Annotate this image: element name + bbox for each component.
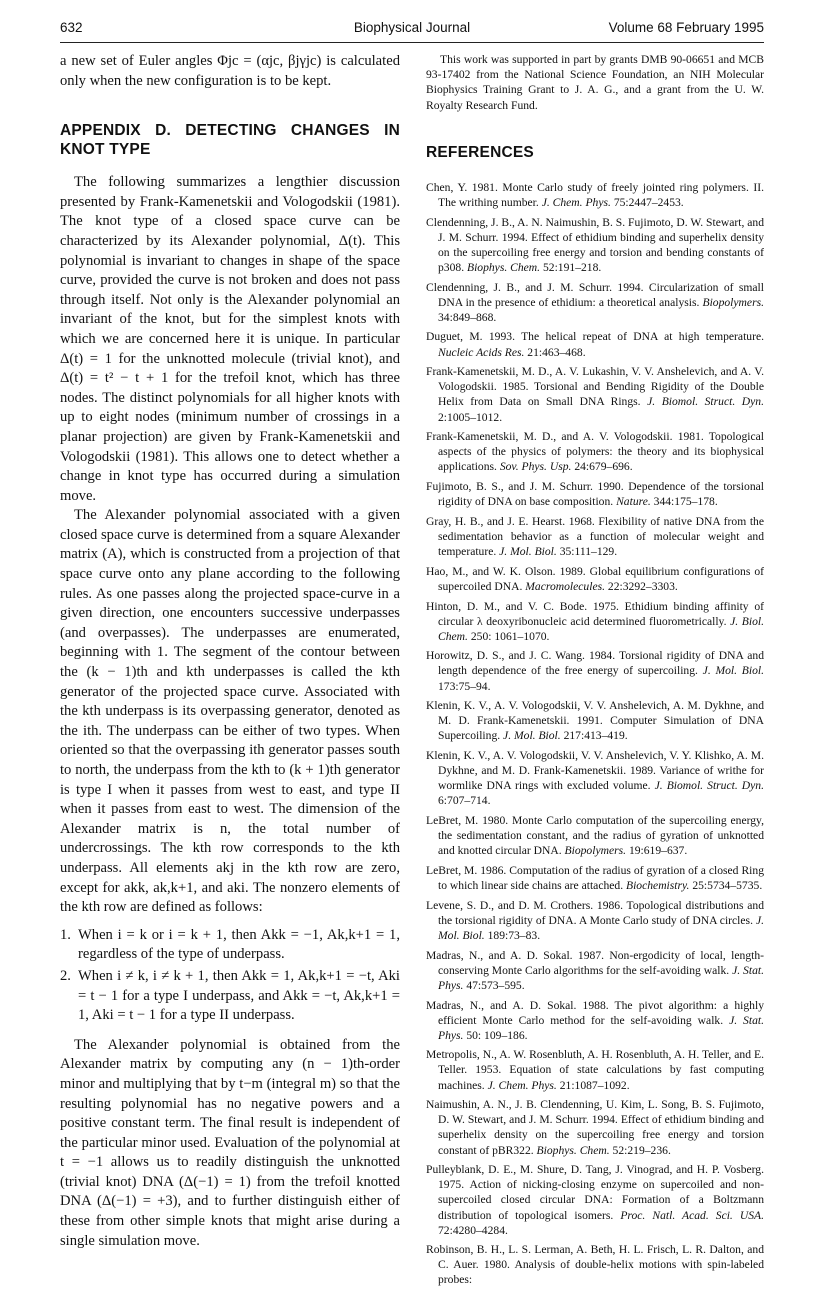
reference-text: Klenin, K. V., A. V. Vologodskii, V. V. Anshelevich, V. Y. Klishko, A. M. Dykhne, and M. D. Frank-Kamenetskii. 1989. Variance of writhe for wormlike DNA rings with excluded volume. (426, 749, 764, 793)
reference-journal: Nucleic Acids Res. (438, 345, 525, 359)
reference-item (426, 1162, 764, 1237)
reference-item (426, 1097, 764, 1157)
reference-volume: 34:849–868. (438, 310, 497, 324)
reference-item (426, 948, 764, 993)
reference-volume: 250: 1061–1070. (467, 629, 550, 643)
reference-volume: 344:175–178. (650, 495, 718, 509)
reference-item (426, 813, 764, 858)
reference-volume: 21:463–468. (524, 345, 586, 359)
intro-paragraph: a new set of Euler angles Φjc = (αjc, βjγjc) is calculated only when the new configuration is to be kept. (60, 53, 400, 89)
volume-info: Volume 68 February 1995 (608, 20, 764, 35)
reference-journal: J. Stat. Phys. (438, 1013, 764, 1042)
reference-text: Fujimoto, B. S., and J. M. Schurr. 1990. Dependence of the torsional rigidity of DNA on base composition. (426, 480, 764, 509)
reference-item (426, 215, 764, 275)
reference-journal: J. Biomol. Struct. Dyn. (654, 779, 765, 793)
reference-text: Robinson, B. H., L. S. Lerman, A. Beth, H. L. Frisch, L. R. Dalton, and C. Auer. 1980. Analysis of double-helix motions with spin-labeled probes: (426, 1243, 764, 1287)
reference-text: Madras, N., and A. D. Sokal. 1987. Non-ergodicity of local, length-conserving Monte Carlo algorithms for the self-avoiding walk. (426, 948, 764, 977)
reference-journal: Biopolymers. (564, 844, 627, 858)
reference-journal: J. Biomol. Struct. Dyn. (647, 395, 764, 409)
reference-item (426, 648, 764, 693)
reference-text: Metropolis, N., A. W. Rosenbluth, A. H. Rosenbluth, A. H. Teller, and E. Teller. 1953. Equation of state calculations by fast computing machines. (426, 1048, 764, 1092)
reference-text: Duguet, M. 1993. The helical repeat of DNA at high temperature. (426, 330, 764, 344)
reference-journal: Proc. Natl. Acad. Sci. USA. (620, 1208, 764, 1222)
rule-item (60, 967, 400, 1026)
rule-text: When i = k or i = k + 1, then Akk = −1, Ak,k+1 = 1, regardless of the type of underpass. (78, 926, 400, 963)
reference-item (426, 564, 764, 594)
rule-number: 1. (60, 926, 71, 943)
running-header (60, 20, 764, 43)
reference-text: Madras, N., and A. D. Sokal. 1988. The pivot algorithm: a highly efficient Monte Carlo method for the self-avoiding walk. (426, 998, 764, 1027)
reference-text: Levene, S. D., and D. M. Crothers. 1986. Topological distributions and the torsional rigidity of DNA. A Monte Carlo study of DNA circles. (426, 898, 764, 927)
reference-text: Gray, H. B., and J. E. Hearst. 1968. Flexibility of native DNA from the sedimentation behavior as a function of molecular weight and temperature. (426, 514, 764, 559)
reference-volume: 75:2447–2453. (610, 195, 684, 209)
reference-volume: 21:1087–1092. (556, 1078, 630, 1092)
paragraph-3: The Alexander polynomial is obtained from the Alexander matrix by computing any (n − 1)th-order minor and multiplying that by t−m (integral m) so that the resulting polynomial has no negative powers and a positive constant term. The final result is independent of the particular minor used. Evaluation of the polynomial at t = −1 allows us to readily distinguish the unknotted (trivial knot) DNA (Δ(−1) = 1) from the trefoil knotted DNA (Δ(−1) = +3), and to further distinguish either of these from other simple knots that might arise during a single simulation move. (60, 1036, 400, 1249)
reference-text: LeBret, M. 1986. Computation of the radius of gyration of a closed Ring to which linear side chains are attached. (426, 863, 764, 893)
reference-item (426, 998, 764, 1043)
reference-volume: 50: 109–186. (463, 1028, 528, 1042)
reference-item (426, 429, 764, 474)
right-column (426, 52, 764, 1292)
reference-text: Horowitz, D. S., and J. C. Wang. 1984. Torsional rigidity of DNA and length dependence of the free energy of supercoiling. (426, 649, 764, 678)
reference-text: Chen, Y. 1981. Monte Carlo study of freely jointed ring polymers. II. The writhing number. (426, 180, 764, 209)
reference-item (426, 1047, 764, 1092)
rule-number: 2. (60, 967, 71, 984)
paragraph-1: The following summarizes a lengthier discussion presented by Frank-Kamenetskii and Vologodskii (1981). The knot type of a closed space curve can be characterized by its Alexander polynomial, Δ(t). This polynomial is invariant to changes in shape of the space curve, provided the curve is not broken and does not pass through itself. Not only is the Alexander polynomial an invariant of the knot, but for the simplest knots with which we are concerned here it is unique. In particular Δ(t) = 1 for the unknotted molecule (trivial knot), and Δ(t) = t² − t + 1 for the trefoil knot, which has three nodes. The distinct polynomials for all higher knots with up to eight nodes (minimum number of crossings in a planar projection) are given by Frank-Kamenetskii and Vologodskii (1981). This allows one to detect whether a change in knot type has occurred during a simulation move. (60, 174, 400, 504)
reference-journal: J. Mol. Biol. (503, 729, 561, 743)
reference-item (426, 514, 764, 559)
reference-text: Frank-Kamenetskii, M. D., and A. V. Vologodskii. 1981. Topological aspects of the physics of polymers: the theory and its biophysical applications. (426, 430, 764, 474)
reference-list (426, 180, 764, 1288)
references-heading: REFERENCES (426, 143, 534, 161)
reference-text: Frank-Kamenetskii, M. D., A. V. Lukashin, V. V. Anshelevich, and A. V. Vologodskii. 1985. Torsional and Bending Rigidity of the Double Helix from Data on Small DNA Rings. (426, 365, 764, 409)
reference-volume: 24:679–696. (571, 460, 633, 474)
reference-item (426, 863, 764, 893)
reference-item (426, 180, 764, 210)
acknowledgment: This work was supported in part by grants DMB 90-06651 and MCB 93-17402 from the National Science Foundation, an NIH Molecular Biophysics Training Grant to J. A. G., and a grant from the U. W. Royalty Research Fund. (426, 53, 764, 112)
reference-journal: Macromolecules. (525, 579, 606, 593)
reference-journal: Biochemistry. (626, 879, 690, 893)
reference-journal: Sov. Phys. Usp. (499, 460, 572, 474)
reference-journal: J. Mol. Biol. (499, 545, 557, 559)
reference-volume: 47:573–595. (463, 978, 525, 992)
appendix-heading: APPENDIX D. DETECTING CHANGES IN KNOT TYPE (60, 122, 400, 159)
reference-journal: Biopolymers. (702, 295, 764, 309)
reference-item (426, 748, 764, 808)
page-number: 632 (60, 20, 83, 35)
reference-item (426, 898, 764, 943)
reference-volume: 72:4280–4284. (438, 1223, 508, 1237)
reference-item (426, 364, 764, 424)
reference-text: Clendenning, J. B., and J. M. Schurr. 1994. Circularization of small DNA in the presence of ethidium: a theoretical analysis. (426, 280, 764, 309)
reference-journal: J. Biol. Chem. (438, 614, 765, 643)
reference-volume: 189:73–83. (484, 928, 541, 942)
reference-text: Hao, M., and W. K. Olson. 1989. Global equilibrium configurations of supercoiled DNA. (426, 564, 764, 593)
paragraph-2: The Alexander polynomial associated with a given closed space curve is determined from a square Alexander matrix (A), which is constructed from a projection of that space curve onto any plane according to the following rules. As one passes along the projected space-curve in a given direction, one encounters successive underpasses (and overpasses). The underpasses are enumerated, beginning with 1. The segment of the contour between the (k − 1)th and kth underpasses is called the kth generator of the projected space curve. Associated with the kth underpass is its overpassing generator, denoted as the ith. The underpass can be either of two types. When oriented so that the overpassing ith generator passes south to north, the underpass from the kth to (k + 1)th generator is type I when it passes from west to east, and type II when it passes from east to west. The dimension of the Alexander matrix is n, the total number of undercrossings. The kth row corresponds to the kth underpass. All elements akj in the kth row are zero, except for akk, ak,k+1, and aki. The nonzero elements of the kth row are defined as follows: (60, 507, 400, 916)
reference-volume: 22:3292–3303. (605, 579, 678, 593)
reference-journal: Biophys. Chem. (466, 260, 541, 274)
reference-journal: Nature. (616, 495, 651, 509)
reference-item (426, 329, 764, 359)
rule-item (60, 926, 400, 965)
reference-text: LeBret, M. 1980. Monte Carlo computation of the supercoiling energy, the sedimentation constant, and the radius of gyration of unknotted and knotted circular DNA. (426, 814, 764, 858)
reference-journal: Biophys. Chem. (536, 1143, 610, 1157)
reference-journal: J. Chem. Phys. (541, 195, 611, 209)
reference-volume: 19:619–637. (626, 844, 688, 858)
journal-name: Biophysical Journal (353, 20, 471, 35)
reference-volume: 217:413–419. (560, 729, 628, 743)
reference-text: Klenin, K. V., A. V. Vologodskii, V. V. Anshelevich, A. M. Dykhne, and M. D. Frank-Kamenetskii. 1991. Computer Simulation of DNA Supercoiling. (426, 699, 764, 743)
reference-volume: 25:5734–5735. (689, 879, 763, 893)
reference-item (426, 599, 764, 644)
reference-text: Pulleyblank, D. E., M. Shure, D. Tang, J. Vinograd, and H. P. Vosberg. 1975. Action of nicking-closing enzyme on supercoiled and non-supercoiled closed circular DNA: Formation of a Boltzmann distribution of topological isomers. (426, 1163, 764, 1222)
reference-text: Clendenning, J. B., A. N. Naimushin, B. S. Fujimoto, D. W. Stewart, and J. M. Schurr. 1994. Effect of ethidium binding and superhelix density on the supercoiling free energy and torsion and bending constants of p308. (426, 215, 764, 274)
reference-volume: 35:111–129. (556, 545, 618, 559)
left-column (60, 52, 400, 1251)
rule-text: When i ≠ k, i ≠ k + 1, then Akk = 1, Ak,k+1 = −t, Aki = t − 1 for a type I underpass, and Akk = −t, Ak,k+1 = 1, Aki = t − 1 for a type II underpass. (78, 967, 400, 1024)
rules-list (60, 926, 400, 1026)
reference-text: Hinton, D. M., and V. C. Bode. 1975. Ethidium binding affinity of circular λ deoxyribonucleic acid determined fluorometrically. (426, 599, 764, 628)
reference-volume: 52:219–236. (609, 1143, 671, 1157)
reference-volume: 52:191–218. (540, 260, 602, 274)
reference-volume: 6:707–714. (438, 794, 491, 808)
reference-journal: J. Stat. Phys. (438, 963, 764, 992)
reference-item (426, 698, 764, 743)
reference-item (426, 479, 764, 509)
reference-item (426, 1242, 764, 1287)
reference-volume: 173:75–94. (438, 679, 491, 693)
reference-item (426, 280, 764, 325)
reference-journal: J. Chem. Phys. (487, 1078, 557, 1092)
reference-journal: J. Mol. Biol. (702, 664, 764, 678)
reference-text: Naimushin, A. N., J. B. Clendenning, U. Kim, L. Song, B. S. Fujimoto, D. W. Stewart, and J. M. Schurr. 1994. Effect of ethidium binding and superhelix density on the supercoiling free energy and torsion constant of pBR322. (426, 1098, 764, 1157)
reference-journal: J. Mol. Biol. (438, 913, 764, 942)
reference-volume: 2:1005–1012. (438, 410, 503, 424)
